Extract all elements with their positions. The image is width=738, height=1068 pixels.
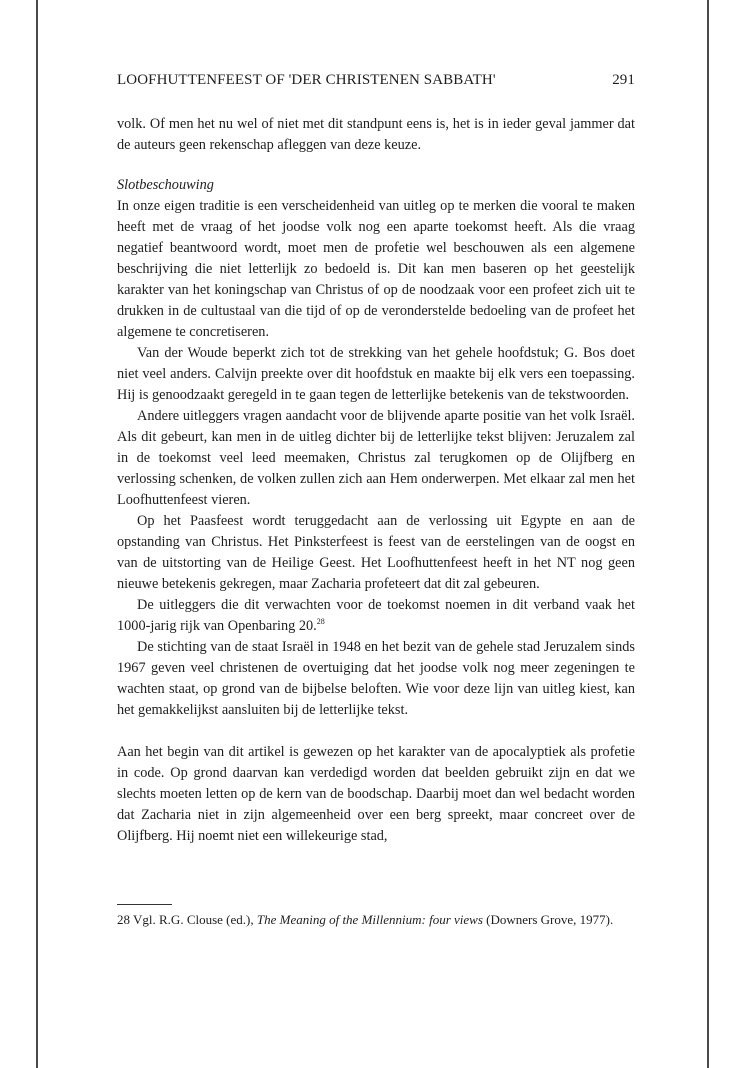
body-text [117, 114, 635, 847]
paragraph-5-text: De uitleggers die dit verwachten voor de toekomst noemen in dit verband vaak het 1000-jarig rijk van Openbaring 20. [117, 597, 635, 634]
paragraph-1: In onze eigen traditie is een verscheidenheid van uitleg op te merken die vooral te maken heeft met de vraag of het joodse volk nog een aparte toekomst heeft. Als die vraag negatief beantwoord wordt, moet men de profetie wel beschouwen als een algemene beschrijving die niet letterlijk zo bedoeld is. Dit kan men baseren op het geestelijk karakter van het koningschap van Christus of op de noodzaak voor een profeet zich uit te drukken in de cultustaal van die tijd of op de veronderstelde bedoeling van de profeet het algemene te concretiseren. [117, 198, 635, 340]
footnote-divider [117, 904, 172, 905]
paragraph-7: Aan het begin van dit artikel is gewezen op het karakter van de apocalyptiek als profetie in code. Op grond daarvan kan verdedigd worden dat beelden gebruikt zijn en dat we slechts moeten letten op de kern van de boodschap. Daarbij moet dan wel bedacht worden dat Zacharia niet in zijn algemeenheid over een berg spreekt, maar concreet over de Olijfberg. Hij noemt niet een willekeurige stad, [117, 744, 635, 844]
paragraph-intro: volk. Of men het nu wel of niet met dit standpunt eens is, het is in ieder geval jammer dat de auteurs geen rekenschap afleggen van deze keuze. [117, 116, 635, 153]
running-title: LOOFHUTTENFEEST OF 'DER CHRISTENEN SABBATH' [117, 72, 496, 88]
paragraph-2: Van der Woude beperkt zich tot de strekking van het gehele hoofdstuk; G. Bos doet niet veel anders. Calvijn preekte over dit hoofdstuk en maakte bij elk vers een toepassing. Hij is genoodzaakt geregeld in te gaan tegen de letterlijke betekenis van de tekstwoorden. [117, 345, 635, 403]
footnote-reference[interactable]: 28 [316, 617, 325, 626]
footnote-number: 28 [117, 912, 130, 927]
section-heading: Slotbeschouwing [117, 177, 214, 193]
footnote-prefix: Vgl. R.G. Clouse (ed.), [133, 912, 254, 927]
paragraph-5 [117, 595, 635, 637]
page-number: 291 [612, 72, 635, 88]
paragraph-6: De stichting van de staat Israël in 1948 en het bezit van de gehele stad Jeruzalem sinds 1967 geven veel christenen de overtuiging dat het joodse volk nog meer zegeningen te wachten staat, op grond van de bijbelse beloften. Wie voor deze lijn van uitleg kiest, kan het gemakkelijkst aansluiten bij de letterlijke tekst. [117, 639, 635, 718]
footnote-suffix: (Downers Grove, 1977). [486, 912, 614, 927]
scan-edge-right [707, 0, 709, 1068]
paragraph-4: Op het Paasfeest wordt teruggedacht aan de verlossing uit Egypte en aan de opstanding van Christus. Het Pinksterfeest is feest van de eerstelingen van de oogst en van de uitstorting van de Heilige Geest. Het Loofhuttenfeest heeft in het NT nog geen nieuwe betekenis gekregen, maar Zacharia profeteert dat dit zal gebeuren. [117, 513, 635, 592]
footnote [117, 910, 635, 929]
running-header [117, 72, 635, 89]
footnote-book-title: The Meaning of the Millennium: four views [256, 912, 483, 927]
paragraph-3: Andere uitleggers vragen aandacht voor de blijvende aparte positie van het volk Israël. Als dit gebeurt, kan men in de uitleg dichter bij de letterlijke tekst blijven: Jeruzalem zal in de toekomst veel leed meemaken, Christus zal terugkomen op de Olijfberg en verlossing schenken, de volken zullen zich aan Hem onderwerpen. Met elkaar zal men het Loofhuttenfeest vieren. [117, 408, 635, 508]
scan-edge-left [36, 0, 38, 1068]
